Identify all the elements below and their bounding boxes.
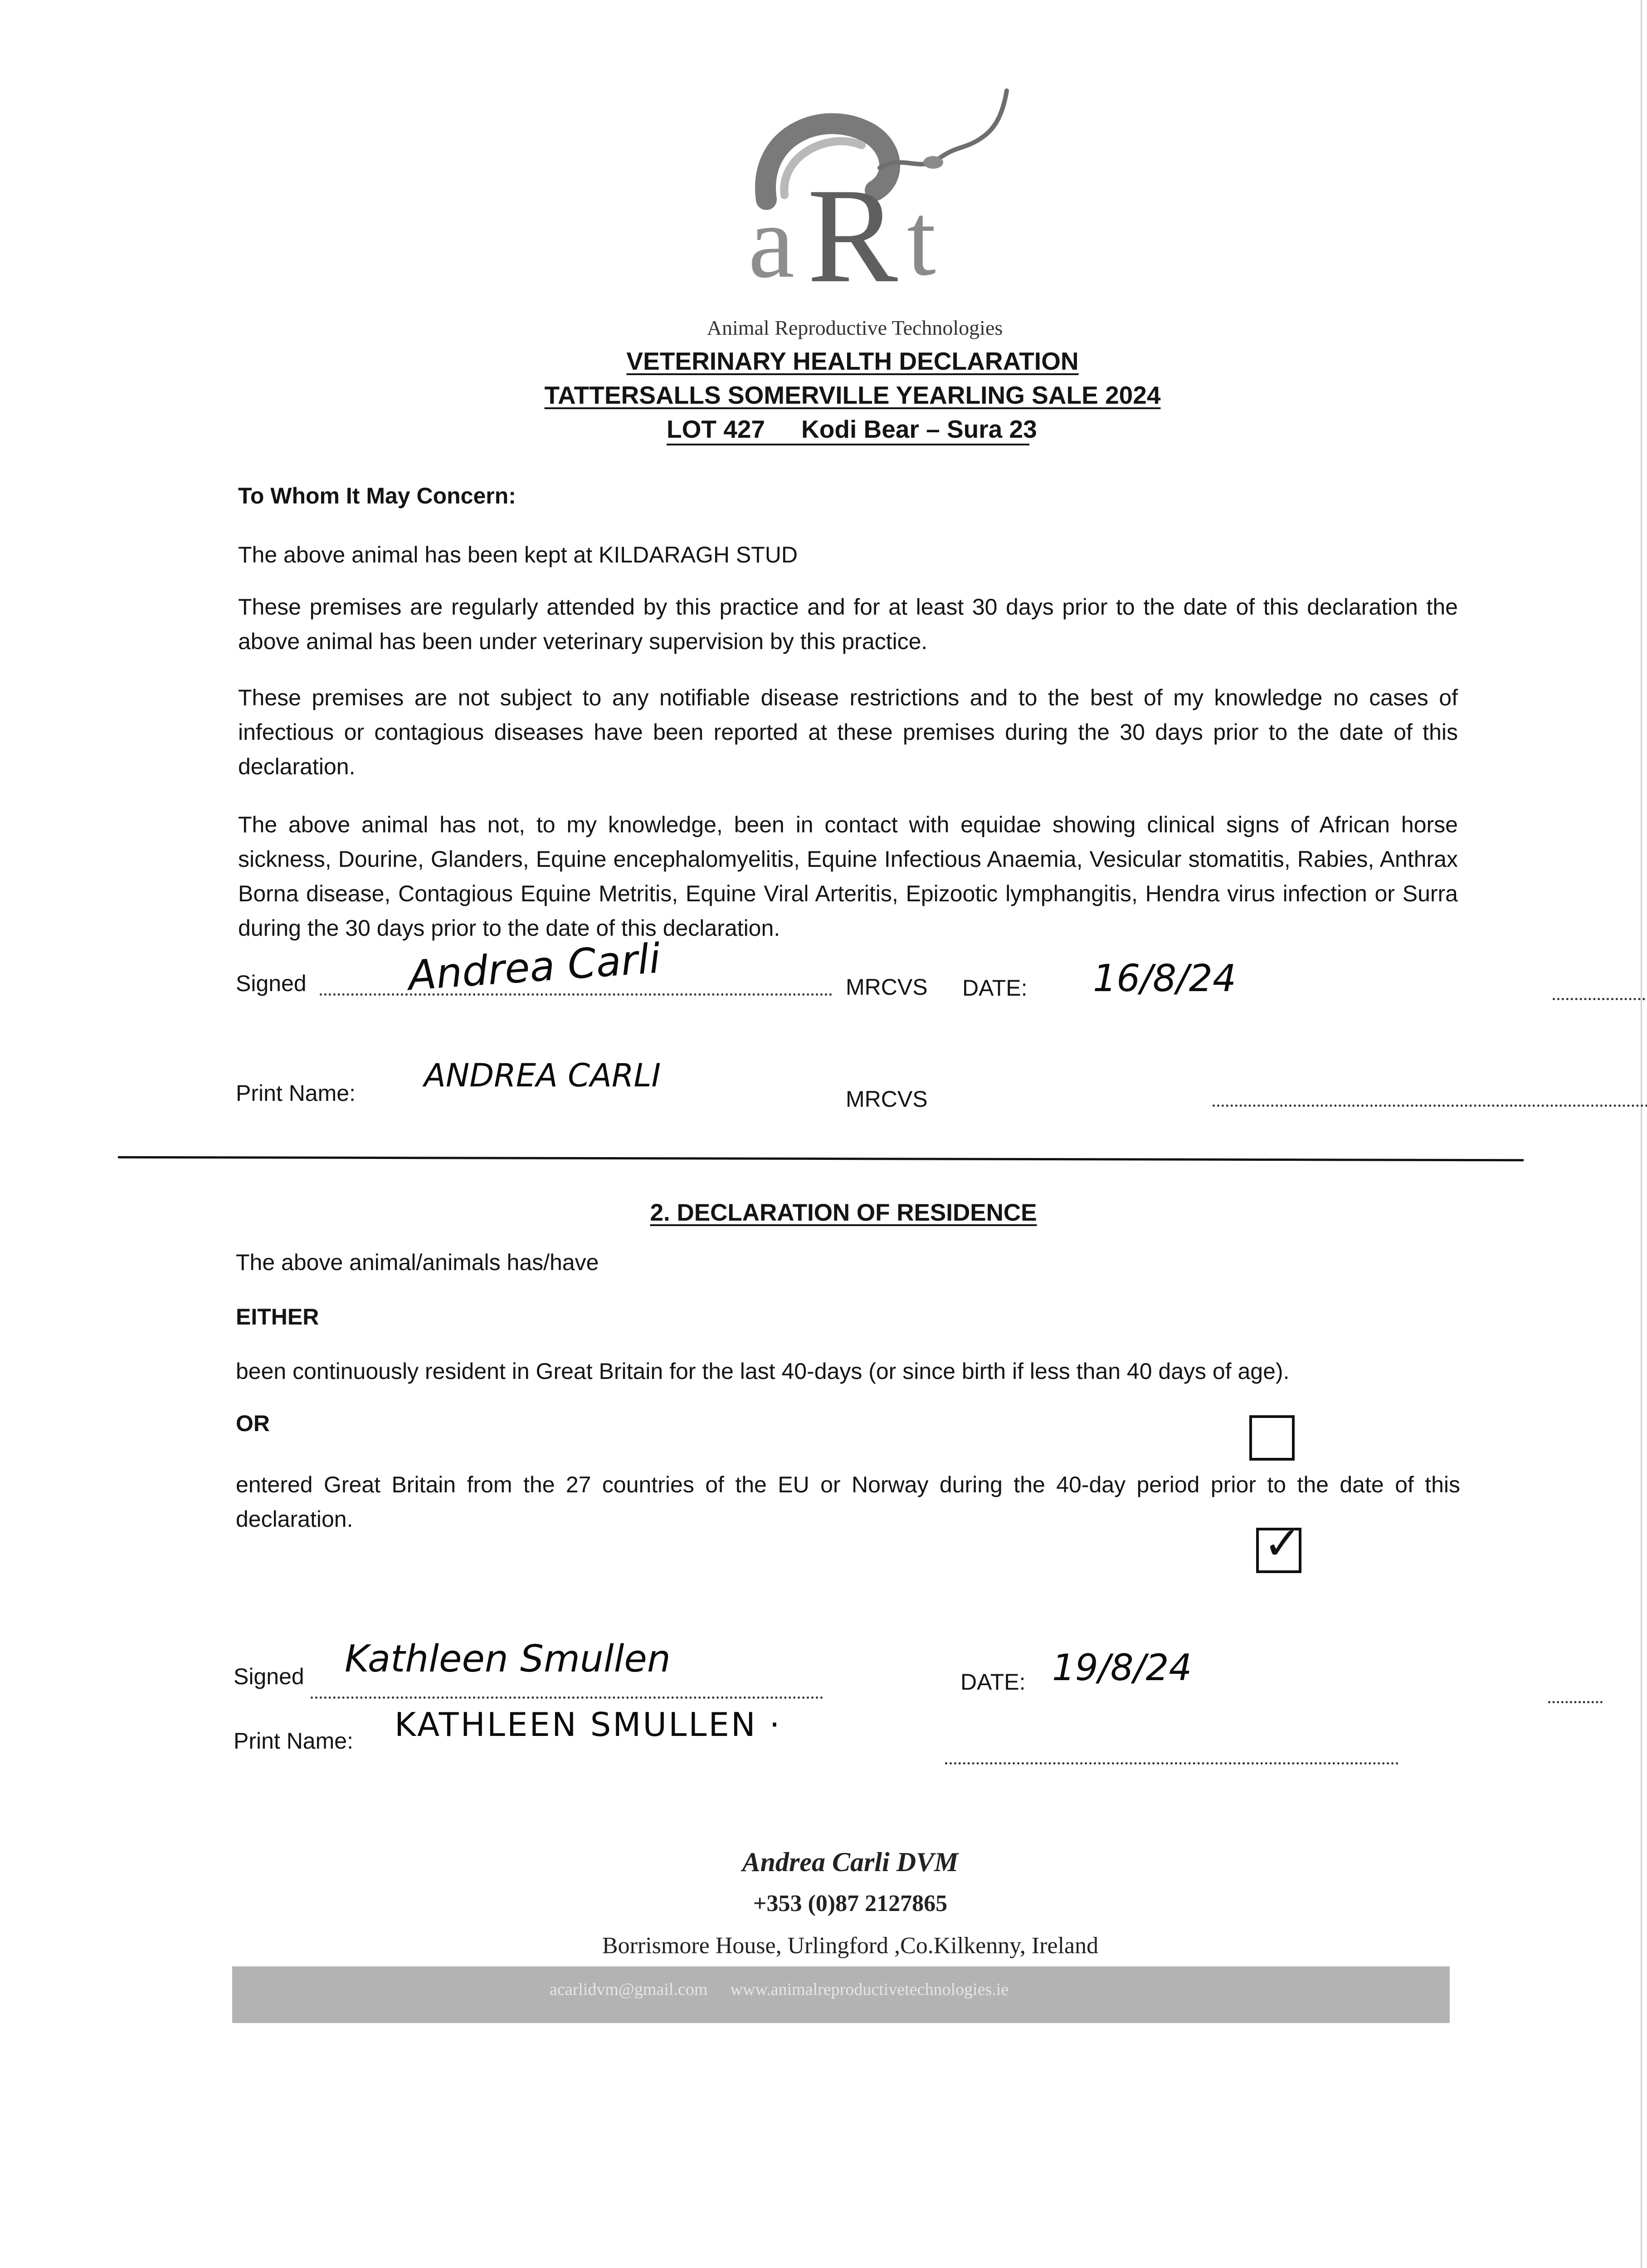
or-label: OR — [236, 1411, 270, 1436]
footer-address: Borrismore House, Urlingford ,Co.Kilkenny, Ireland — [602, 1933, 1099, 1959]
footer-name: Andrea Carli DVM — [742, 1847, 959, 1877]
paragraph-supervision: These premises are regularly attended by this practice and for at least 30 days prior to the date of this declaration the above animal has been under veterinary supervision by this practice. — [238, 594, 1458, 654]
lot-number: LOT 427 — [667, 415, 765, 443]
footer-website[interactable]: www.animalreproductivetechnologies.ie — [730, 1980, 1009, 1999]
vet-date-line — [1553, 993, 1647, 1000]
sale-name: TATTERSALLS SOMERVILLE YEARLING SALE 2024 — [544, 381, 1161, 409]
vet-date-value: 16/8/24 — [1093, 957, 1237, 1000]
section-divider — [118, 1156, 1524, 1161]
paragraph-diseases: The above animal has not, to my knowledge, been in contact with equidae showing clinical signs of African horse sickness, Dourine, Glanders, Equine encephalomyelitis, Equine Infectious Anaemia, Vesicular stomatitis, Rabies, Anthrax Borna disease, Contagious Equine Metritis, Equine Viral Arteritis, Epizootic lymphangitis, Hendra virus infection or Surra during the 30 days prior to the date of this declaration. — [238, 812, 1458, 941]
owner-date-line — [1548, 1696, 1603, 1703]
company-logo — [730, 82, 1011, 327]
option-entered: entered Great Britain from the 27 countries of the EU or Norway during the 40-day period prior to the date of this declaration. — [236, 1472, 1460, 1532]
vet-signed-label: Signed — [236, 971, 307, 996]
owner-print-name-line — [945, 1758, 1398, 1765]
residence-heading: 2. DECLARATION OF RESIDENCE — [650, 1199, 1037, 1226]
paragraph-restrictions: These premises are not subject to any notifiable disease restrictions and to the best of my knowledge no cases of infectious or contagious diseases have been reported at these premises during the 30 days prior to the date of this declaration. — [238, 685, 1458, 779]
vet-print-name-line — [1213, 1100, 1647, 1107]
lot-line — [667, 413, 1075, 445]
option-resident: been continuously resident in Great Britain for the last 40-days (or since birth if less than 40 days of age). — [236, 1359, 1290, 1384]
owner-print-name-value: KATHLEEN SMULLEN · — [395, 1706, 782, 1744]
footer-phone: +353 (0)87 2127865 — [753, 1891, 948, 1916]
footer-email[interactable]: acarlidvm@gmail.com — [550, 1980, 708, 1999]
footer-contact-bar — [232, 1966, 1450, 2023]
vet-print-name-label: Print Name: — [236, 1080, 356, 1106]
vet-mrcvs-label-2: MRCVS — [846, 1086, 928, 1112]
option-entered-checkbox[interactable] — [1256, 1517, 1301, 1573]
option-resident-checkbox[interactable] — [1249, 1415, 1295, 1461]
owner-date-label: DATE: — [960, 1669, 1026, 1695]
svg-text:a: a — [748, 184, 795, 299]
residence-intro: The above animal/animals has/have — [236, 1250, 599, 1275]
scan-edge-line — [1641, 0, 1642, 2268]
header-underline — [667, 444, 1029, 445]
owner-signature-line — [311, 1692, 823, 1699]
horse-name: Kodi Bear – Sura 23 — [801, 415, 1037, 443]
salutation: To Whom It May Concern: — [238, 483, 516, 508]
vet-date-label: DATE: — [962, 975, 1028, 1001]
check-icon: ✓ — [1263, 1517, 1301, 1570]
owner-print-name-label: Print Name: — [234, 1728, 353, 1754]
owner-date-value: 19/8/24 — [1052, 1647, 1192, 1689]
company-name: Animal Reproductive Technologies — [707, 316, 1003, 339]
svg-text:R: R — [807, 160, 898, 311]
art-logo-icon — [730, 82, 1011, 327]
vet-mrcvs-label: MRCVS — [846, 974, 928, 1000]
owner-signature: Kathleen Smullen — [345, 1637, 671, 1681]
paragraph-kept-at: The above animal has been kept at KILDARAGH STUD — [238, 542, 798, 567]
svg-text:t: t — [907, 181, 936, 297]
document-title: VETERINARY HEALTH DECLARATION — [626, 347, 1079, 375]
either-label: EITHER — [236, 1304, 319, 1330]
vet-signature-line — [320, 989, 832, 996]
vet-signature: Andrea Carli — [407, 934, 662, 1000]
vet-print-name-value: ANDREA CARLI — [424, 1057, 661, 1094]
owner-signed-label: Signed — [234, 1664, 304, 1689]
